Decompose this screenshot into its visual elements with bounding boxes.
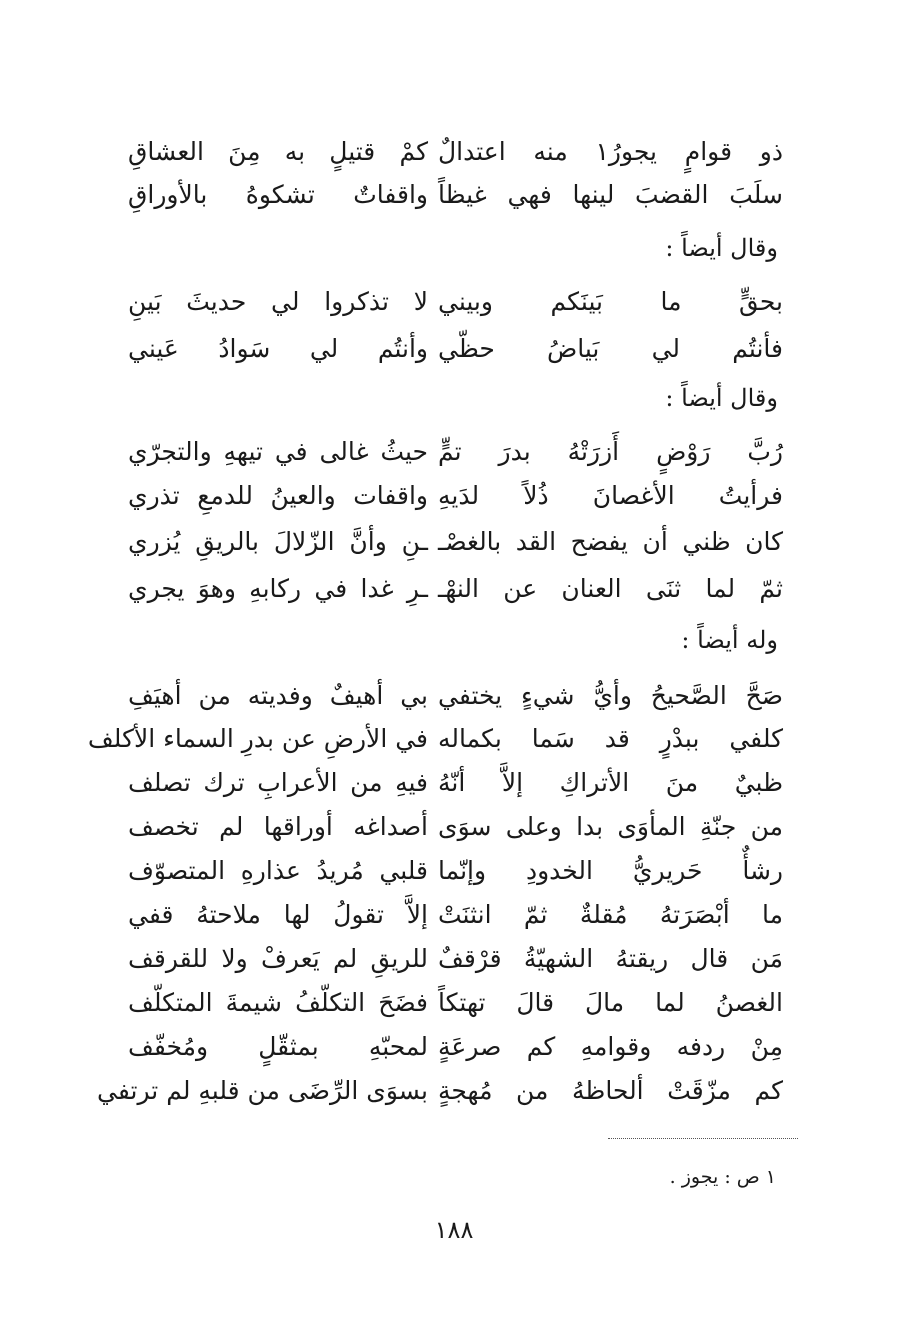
verse-first-hemistich: صَحَّ الصَّحيحُ وأيُّ شيءٍ يختفي bbox=[438, 681, 783, 710]
verse-first-hemistich: من جنّةِ المأوَى بدا وعلى سوَى bbox=[438, 812, 783, 841]
verse-second-hemistich: حيثُ غالى في تيههِ والتجرّي bbox=[128, 437, 428, 466]
footnote: ١ ص : يجوز . bbox=[669, 1166, 776, 1188]
poem-heading: وله أيضاً : bbox=[681, 626, 778, 654]
verse-second-hemistich: إلاَّ تقولُ لها ملاحتهُ قفي bbox=[128, 900, 428, 929]
verse bbox=[0, 937, 908, 981]
verse-second-hemistich: للريقِ لم يَعرفْ ولا للقرقف bbox=[128, 944, 428, 973]
verse-first-hemistich: ما أبْصَرَتهُ مُقلةٌ ثمّ انثنَتْ bbox=[438, 900, 783, 929]
verse bbox=[0, 717, 908, 761]
verse bbox=[0, 981, 908, 1025]
footnote-separator bbox=[608, 1138, 798, 1139]
verse-second-hemistich: بسوَى الرِّضَى من قلبهِ لم ترتفي bbox=[97, 1076, 428, 1105]
verse-second-hemistich: قلبي مُريدُ عذارهِ المتصوّف bbox=[128, 856, 428, 885]
verse bbox=[0, 674, 908, 718]
verse-second-hemistich: لمحبّهِ بمثقّلٍ ومُخفّف bbox=[128, 1032, 428, 1061]
verse-first-hemistich: بحقٍّ ما بَينَكم وبيني bbox=[438, 287, 783, 316]
verse bbox=[0, 280, 908, 324]
verse-first-hemistich: كان ظني أن يفضح القد بالغصْـ bbox=[438, 527, 783, 556]
verse bbox=[0, 1025, 908, 1069]
verse bbox=[0, 430, 908, 474]
verse bbox=[0, 805, 908, 849]
verse-first-hemistich: سلَبَ القضبَ لينها فهي غيظاً bbox=[438, 180, 783, 209]
verse-first-hemistich: ذو قوامٍ يجورُ١ منه اعتدالٌ bbox=[438, 137, 783, 166]
verse-first-hemistich: فرأيتُ الأغصانَ ذُلاً لدَيهِ bbox=[438, 481, 783, 510]
verse-second-hemistich: واقفاتٌ تشكوهُ بالأوراقِ bbox=[128, 180, 428, 209]
verse bbox=[0, 761, 908, 805]
verse-second-hemistich: وأنتُم لي سَوادُ عَيني bbox=[128, 334, 428, 363]
verse bbox=[0, 849, 908, 893]
verse-second-hemistich: أصداغه أوراقها لم تخصف bbox=[128, 812, 428, 841]
poem-heading: وقال أيضاً : bbox=[665, 234, 778, 262]
verse-first-hemistich: مَن قال ريقتهُ الشهيّةُ قرْقفٌ bbox=[438, 944, 783, 973]
verse bbox=[0, 520, 908, 564]
verse-second-hemistich: واقفات والعينُ للدمعِ تذري bbox=[128, 481, 428, 510]
verse bbox=[0, 130, 908, 174]
verse bbox=[0, 327, 908, 371]
poem-heading: وقال أيضاً : bbox=[665, 384, 778, 412]
verse-second-hemistich: فضَحَ التكلّفُ شيمةَ المتكلّف bbox=[128, 988, 428, 1017]
verse-second-hemistich: كمْ قتيلٍ به مِنَ العشاقِ bbox=[128, 137, 428, 166]
page-number: ١٨٨ bbox=[434, 1216, 474, 1244]
verse-second-hemistich: لا تذكروا لي حديثَ بَينِ bbox=[128, 287, 428, 316]
verse-second-hemistich: ـنِ وأنَّ الزّلالَ بالريقِ يُزري bbox=[128, 527, 428, 556]
verse bbox=[0, 567, 908, 611]
verse bbox=[0, 173, 908, 217]
verse-first-hemistich: ظبيٌ منَ الأتراكِ إلاَّ أنّهُ bbox=[438, 768, 783, 797]
verse-second-hemistich: بي أهيفٌ وفديته من أهيَفِ bbox=[128, 681, 428, 710]
verse-first-hemistich: كلفي ببدْرٍ قد سَما بكماله bbox=[438, 724, 783, 753]
verse-first-hemistich: رُبَّ رَوْضٍ أَزرَتْهُ بدرَ تمٍّ bbox=[438, 437, 783, 466]
verse-first-hemistich: الغصنُ لما مالَ قالَ تهتكاً bbox=[438, 988, 783, 1017]
verse-first-hemistich: فأنتُم لي بَياضُ حظّي bbox=[438, 334, 783, 363]
verse bbox=[0, 893, 908, 937]
verse-second-hemistich: فيهِ من الأعرابِ ترك تصلف bbox=[128, 768, 428, 797]
verse-first-hemistich: رشأٌ حَريريُّ الخدودِ وإنّما bbox=[438, 856, 783, 885]
verse-second-hemistich: في الأرضِ عن بدرِ السماء الأكلف bbox=[87, 724, 428, 753]
verse bbox=[0, 1069, 908, 1113]
verse-first-hemistich: كم مزّقَتْ ألحاظهُ من مُهجةٍ bbox=[438, 1076, 783, 1105]
verse-second-hemistich: ـرِ غدا في ركابهِ وهوَ يجري bbox=[128, 574, 428, 603]
verse-first-hemistich: مِنْ ردفه وقوامهِ كم صرعَةٍ bbox=[438, 1032, 783, 1061]
verse-first-hemistich: ثمّ لما ثنَى العنان عن النهْـ bbox=[438, 574, 783, 603]
verse bbox=[0, 474, 908, 518]
